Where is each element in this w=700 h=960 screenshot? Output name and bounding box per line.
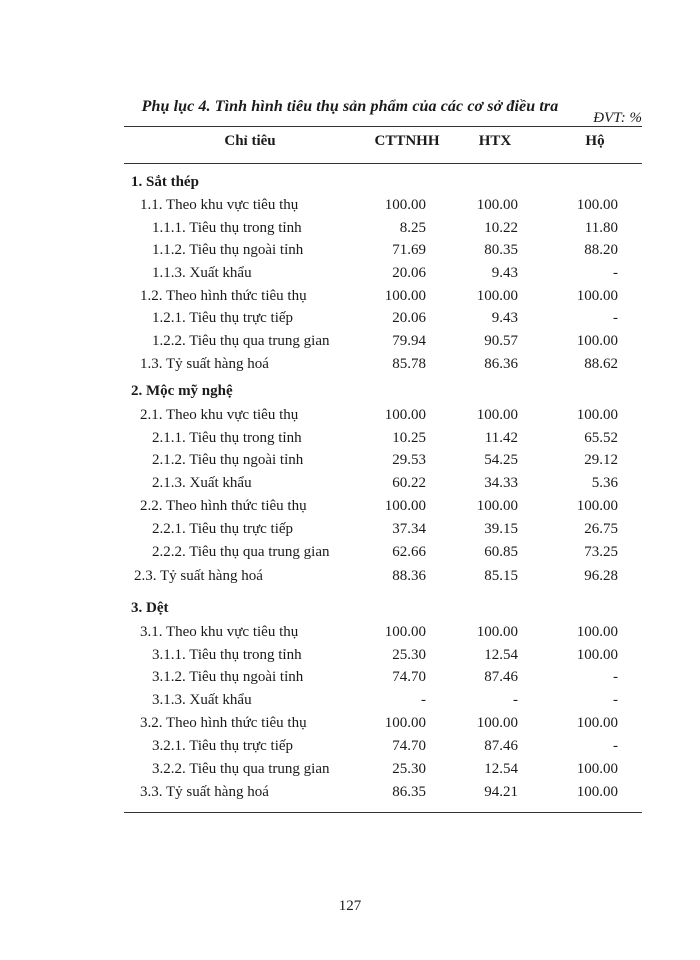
section-row bbox=[0, 380, 700, 402]
row-label: 1.1.3. Xuất khẩu bbox=[152, 265, 252, 281]
table-row bbox=[0, 449, 700, 471]
cell-ho: 100.00 bbox=[576, 784, 618, 800]
table-row bbox=[0, 689, 700, 711]
cell-htx: 100.00 bbox=[476, 407, 518, 423]
row-label: 3.1.1. Tiêu thụ trong tỉnh bbox=[152, 647, 302, 663]
row-label: 3. Dệt bbox=[131, 600, 169, 616]
cell-ho: 100.00 bbox=[576, 647, 618, 663]
cell-cttnhh: 20.06 bbox=[392, 265, 426, 281]
row-label: 3.1. Theo khu vực tiêu thụ bbox=[140, 624, 299, 640]
cell-ho: - bbox=[613, 692, 618, 708]
cell-htx: 9.43 bbox=[491, 310, 518, 326]
header-cttnhh: CTTNHH bbox=[374, 133, 440, 149]
header-htx: HTX bbox=[478, 133, 512, 149]
cell-cttnhh: 86.35 bbox=[392, 784, 426, 800]
row-label: 3.2.2. Tiêu thụ qua trung gian bbox=[152, 761, 330, 777]
table-row bbox=[0, 472, 700, 494]
cell-htx: 85.15 bbox=[484, 568, 518, 584]
row-label: 1. Sắt thép bbox=[131, 174, 199, 190]
cell-ho: 100.00 bbox=[576, 761, 618, 777]
cell-cttnhh: 62.66 bbox=[392, 544, 426, 560]
cell-htx: 94.21 bbox=[484, 784, 518, 800]
unit-label: ĐVT: % bbox=[593, 110, 642, 126]
cell-htx: 87.46 bbox=[484, 738, 518, 754]
cell-htx: 100.00 bbox=[476, 197, 518, 213]
cell-cttnhh: 10.25 bbox=[392, 430, 426, 446]
cell-cttnhh: 29.53 bbox=[392, 452, 426, 468]
cell-ho: 65.52 bbox=[584, 430, 618, 446]
cell-ho: 26.75 bbox=[584, 521, 618, 537]
row-label: 3.2.1. Tiêu thụ trực tiếp bbox=[152, 738, 294, 754]
cell-htx: 9.43 bbox=[491, 265, 518, 281]
cell-ho: 100.00 bbox=[576, 498, 618, 514]
table-row bbox=[0, 404, 700, 426]
cell-ho: 100.00 bbox=[576, 624, 618, 640]
cell-cttnhh: 100.00 bbox=[384, 407, 426, 423]
cell-ho: 100.00 bbox=[576, 197, 618, 213]
section-row bbox=[0, 171, 700, 193]
cell-htx: 54.25 bbox=[484, 452, 518, 468]
row-label: 1.2. Theo hình thức tiêu thụ bbox=[140, 288, 307, 304]
row-label: 3.1.2. Tiêu thụ ngoài tỉnh bbox=[152, 669, 304, 685]
section-row bbox=[0, 597, 700, 619]
table-row bbox=[0, 758, 700, 780]
cell-cttnhh: 8.25 bbox=[399, 220, 426, 236]
table-row bbox=[0, 217, 700, 239]
cell-ho: - bbox=[613, 738, 618, 754]
table-row bbox=[0, 565, 700, 587]
table-row bbox=[0, 262, 700, 284]
cell-cttnhh: 74.70 bbox=[392, 669, 426, 685]
row-label: 2.1. Theo khu vực tiêu thụ bbox=[140, 407, 299, 423]
cell-ho: 100.00 bbox=[576, 715, 618, 731]
row-label: 3.1.3. Xuất khẩu bbox=[152, 692, 252, 708]
cell-ho: 5.36 bbox=[591, 475, 618, 491]
cell-cttnhh: 60.22 bbox=[392, 475, 426, 491]
row-label: 2.1.3. Xuất khẩu bbox=[152, 475, 252, 491]
table-bottom-rule bbox=[124, 812, 642, 813]
cell-cttnhh: 74.70 bbox=[392, 738, 426, 754]
cell-htx: 86.36 bbox=[484, 356, 518, 372]
cell-htx: 12.54 bbox=[484, 761, 518, 777]
table-row bbox=[0, 427, 700, 449]
cell-cttnhh: 25.30 bbox=[392, 761, 426, 777]
table-row bbox=[0, 307, 700, 329]
table-row bbox=[0, 330, 700, 352]
cell-htx: 39.15 bbox=[484, 521, 518, 537]
cell-htx: 100.00 bbox=[476, 498, 518, 514]
cell-htx: 87.46 bbox=[484, 669, 518, 685]
cell-cttnhh: 25.30 bbox=[392, 647, 426, 663]
row-label: 2.2. Theo hình thức tiêu thụ bbox=[140, 498, 307, 514]
table-row bbox=[0, 735, 700, 757]
table-row bbox=[0, 541, 700, 563]
cell-cttnhh: 100.00 bbox=[384, 288, 426, 304]
cell-ho: 11.80 bbox=[584, 220, 618, 236]
table-row bbox=[0, 621, 700, 643]
cell-ho: 100.00 bbox=[576, 288, 618, 304]
cell-ho: 88.20 bbox=[584, 242, 618, 258]
cell-cttnhh: - bbox=[421, 692, 426, 708]
cell-ho: 73.25 bbox=[584, 544, 618, 560]
cell-htx: 80.35 bbox=[484, 242, 518, 258]
cell-htx: 34.33 bbox=[484, 475, 518, 491]
cell-ho: - bbox=[613, 265, 618, 281]
cell-ho: 96.28 bbox=[584, 568, 618, 584]
cell-ho: 29.12 bbox=[584, 452, 618, 468]
table-row bbox=[0, 518, 700, 540]
table-row bbox=[0, 285, 700, 307]
table-row bbox=[0, 781, 700, 803]
cell-ho: - bbox=[613, 669, 618, 685]
cell-cttnhh: 37.34 bbox=[392, 521, 426, 537]
cell-htx: 90.57 bbox=[484, 333, 518, 349]
table-title: Phụ lục 4. Tình hình tiêu thụ sản phẩm của các cơ sở điều tra bbox=[141, 98, 559, 115]
table-row bbox=[0, 353, 700, 375]
cell-cttnhh: 100.00 bbox=[384, 715, 426, 731]
row-label: 3.2. Theo hình thức tiêu thụ bbox=[140, 715, 307, 731]
cell-htx: 11.42 bbox=[484, 430, 518, 446]
header-label: Chỉ tiêu bbox=[224, 133, 276, 149]
row-label: 2.3. Tỷ suất hàng hoá bbox=[134, 568, 263, 584]
cell-ho: 100.00 bbox=[576, 407, 618, 423]
cell-cttnhh: 20.06 bbox=[392, 310, 426, 326]
row-label: 1.1.1. Tiêu thụ trong tỉnh bbox=[152, 220, 302, 236]
row-label: 2.2.2. Tiêu thụ qua trung gian bbox=[152, 544, 330, 560]
cell-cttnhh: 100.00 bbox=[384, 624, 426, 640]
row-label: 2. Mộc mỹ nghệ bbox=[131, 383, 233, 399]
cell-htx: 100.00 bbox=[476, 715, 518, 731]
row-label: 2.1.1. Tiêu thụ trong tỉnh bbox=[152, 430, 302, 446]
cell-htx: 100.00 bbox=[476, 624, 518, 640]
table-row bbox=[0, 194, 700, 216]
cell-htx: 12.54 bbox=[484, 647, 518, 663]
cell-htx: 60.85 bbox=[484, 544, 518, 560]
table-row bbox=[0, 666, 700, 688]
row-label: 1.2.1. Tiêu thụ trực tiếp bbox=[152, 310, 294, 326]
page-number: 127 bbox=[338, 898, 362, 914]
header-ho: Hộ bbox=[585, 133, 605, 149]
cell-htx: 10.22 bbox=[484, 220, 518, 236]
row-label: 1.1. Theo khu vực tiêu thụ bbox=[140, 197, 299, 213]
table-row bbox=[0, 495, 700, 517]
row-label: 3.3. Tỷ suất hàng hoá bbox=[140, 784, 269, 800]
row-label: 2.1.2. Tiêu thụ ngoài tỉnh bbox=[152, 452, 304, 468]
cell-htx: 100.00 bbox=[476, 288, 518, 304]
cell-htx: - bbox=[513, 692, 518, 708]
table-row bbox=[0, 239, 700, 261]
cell-cttnhh: 79.94 bbox=[392, 333, 426, 349]
table-row bbox=[0, 644, 700, 666]
cell-ho: 88.62 bbox=[584, 356, 618, 372]
cell-cttnhh: 88.36 bbox=[392, 568, 426, 584]
cell-cttnhh: 85.78 bbox=[392, 356, 426, 372]
cell-ho: 100.00 bbox=[576, 333, 618, 349]
row-label: 1.1.2. Tiêu thụ ngoài tỉnh bbox=[152, 242, 304, 258]
table-row bbox=[0, 712, 700, 734]
cell-ho: - bbox=[613, 310, 618, 326]
row-label: 1.2.2. Tiêu thụ qua trung gian bbox=[152, 333, 330, 349]
cell-cttnhh: 100.00 bbox=[384, 197, 426, 213]
cell-cttnhh: 100.00 bbox=[384, 498, 426, 514]
row-label: 2.2.1. Tiêu thụ trực tiếp bbox=[152, 521, 294, 537]
row-label: 1.3. Tỷ suất hàng hoá bbox=[140, 356, 269, 372]
cell-cttnhh: 71.69 bbox=[392, 242, 426, 258]
